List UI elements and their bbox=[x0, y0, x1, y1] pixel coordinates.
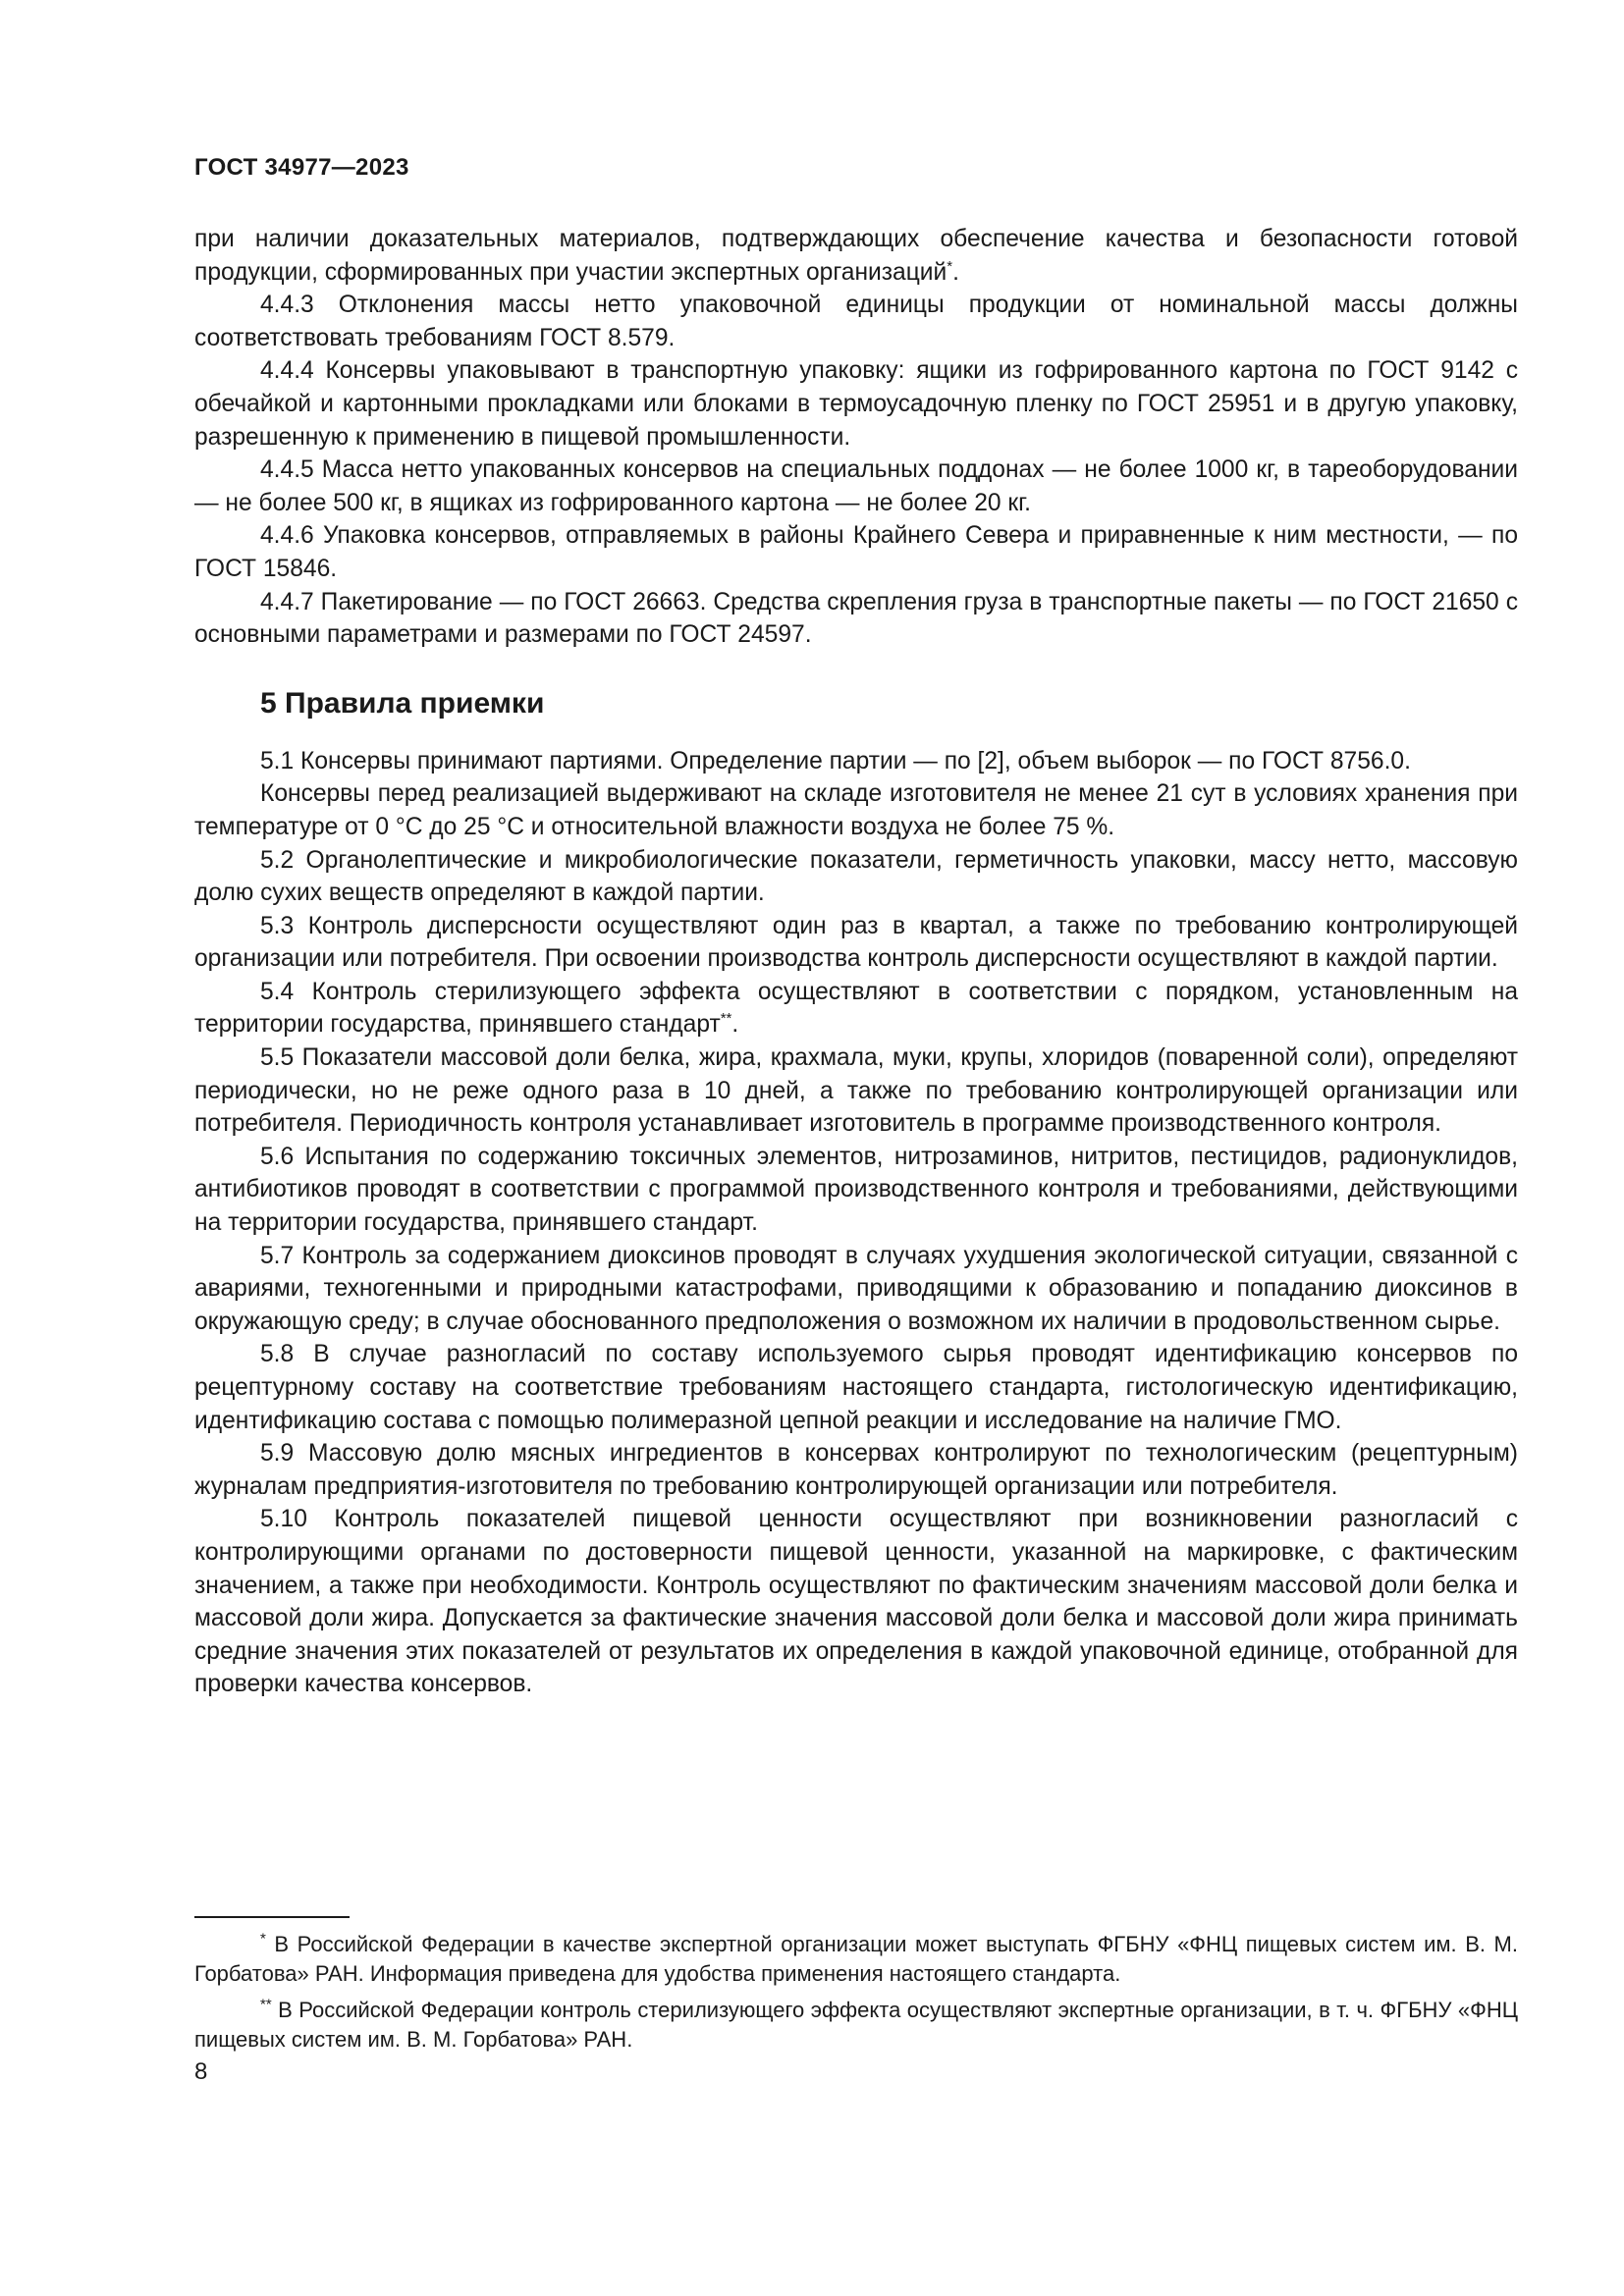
paragraph: 4.4.3 Отклонения массы нетто упаковочной единицы продукции от номинальной массы должны соответствовать требованиям ГОСТ 8.579. bbox=[194, 292, 1518, 351]
footnote-divider bbox=[194, 1916, 350, 1918]
paragraph: 5.10 Контроль показателей пищевой ценности осуществляют при возникновении разногласий с контролирующими органами по достоверности пищевой ценности, указанной на маркировке, с фактическим значением, а также при необходимости. Контроль осуществляют по фактическим значениям массовой доли белка и массовой доли жира. Допускается за фактические значения массовой доли белка и массовой доли жира принимать средние значения этих показателей от результатов их определения в каждой упаковочной единице, отобранной для проверки качества консервов. bbox=[194, 1506, 1518, 1698]
document-body bbox=[194, 223, 1518, 1701]
footnotes bbox=[194, 1930, 1518, 2061]
paragraph: 4.4.5 Масса нетто упакованных консервов на специальных поддонах — не более 1000 кг, в тареоборудовании — не более 500 кг, в ящиках из гофрированного картона — не более 20 кг. bbox=[194, 456, 1518, 516]
paragraph: 5.3 Контроль дисперсности осуществляют один раз в квартал, а также по требованию контролирующей организации или потребителя. При освоении производства контроль дисперсности осуществляют в каждой партии. bbox=[194, 912, 1518, 973]
footnote-mark: ** bbox=[260, 1996, 272, 2013]
paragraph: 4.4.4 Консервы упаковывают в транспортную упаковку: ящики из гофрированного картона по ГОСТ 9142 с обечайкой и картонными прокладками или блоками в термоусадочную пленку по ГОСТ 25951 и в другую упаковку, разрешенную к применению в пищевой промышленности. bbox=[194, 357, 1518, 451]
paragraph: 5.7 Контроль за содержанием диоксинов проводят в случаях ухудшения экологической ситуации, связанной с авариями, техногенными и природными катастрофами, приводящими к образованию и попаданию диоксинов в окружающую среду; в случае обоснованного предположения о возможном их наличии в продовольственном сырье. bbox=[194, 1242, 1518, 1335]
paragraph: 5.6 Испытания по содержанию токсичных элементов, нитрозаминов, нитритов, пестицидов, радионуклидов, антибиотиков проводят в соответствии с программой производственного контроля и требованиями, действующими на территории государства, принявшего стандарт. bbox=[194, 1143, 1518, 1237]
paragraph: при наличии доказательных материалов, подтверждающих обеспечение качества и безопасности готовой продукции, сформированных при участии экспертных организаций*. bbox=[194, 226, 1518, 286]
footnote: * В Российской Федерации в качестве экспертной организации может выступать ФГБНУ «ФНЦ пищевых систем им. В. М. Горбатова» РАН. Информация приведена для удобства применения настоящего стандарта. bbox=[194, 1930, 1518, 1986]
paragraph: 5.2 Органолептические и микробиологические показатели, герметичность упаковки, массу нетто, массовую долю сухих веществ определяют в каждой партии. bbox=[194, 846, 1518, 907]
paragraph: 4.4.7 Пакетирование — по ГОСТ 26663. Средства скрепления груза в транспортные пакеты — по ГОСТ 21650 с основными параметрами и размерами по ГОСТ 24597. bbox=[194, 588, 1518, 649]
page-number: 8 bbox=[194, 2058, 208, 2085]
document-header: ГОСТ 34977—2023 bbox=[194, 154, 409, 181]
paragraph: 4.4.6 Упаковка консервов, отправляемых в районы Крайнего Севера и приравненные к ним местности, — по ГОСТ 15846. bbox=[194, 522, 1518, 582]
paragraph: 5.1 Консервы принимают партиями. Определение партии — по [2], объем выборок — по ГОСТ 8756.0. bbox=[260, 747, 1411, 774]
footnote-mark: * bbox=[260, 1930, 266, 1948]
paragraph: 5.8 В случае разногласий по составу используемого сырья проводят идентификацию консервов по рецептурному составу на соответствие требованиям настоящего стандарта, гистологическую идентификацию, идентификацию состава с помощью полимеразной цепной реакции и исследование на наличие ГМО. bbox=[194, 1341, 1518, 1434]
paragraph: 5.5 Показатели массовой доли белка, жира, крахмала, муки, крупы, хлоридов (поваренной соли), определяют периодически, но не реже одного раза в 10 дней, а также по требованию контролирующей организации или потребителя. Периодичность контроля устанавливает изготовитель в программе производственного контроля. bbox=[194, 1044, 1518, 1138]
footnote: ** В Российской Федерации контроль стерилизующего эффекта осуществляют экспертные организации, в т. ч. ФГБНУ «ФНЦ пищевых систем им. В. М. Горбатова» РАН. bbox=[194, 1996, 1518, 2052]
footnote-ref[interactable]: * bbox=[947, 257, 953, 275]
footnote-ref[interactable]: ** bbox=[720, 1010, 732, 1028]
paragraph: 5.9 Массовую долю мясных ингредиентов в консервах контролируют по технологическим (рецептурным) журналам предприятия-изготовителя по требованию контролирующей организации или потребителя. bbox=[194, 1440, 1518, 1500]
section-title: 5 Правила приемки bbox=[260, 686, 545, 720]
paragraph: Консервы перед реализацией выдерживают на складе изготовителя не менее 21 сут в условиях хранения при температуре от 0 °С до 25 °С и относительной влажности воздуха не более 75 %. bbox=[194, 780, 1518, 840]
paragraph: 5.4 Контроль стерилизующего эффекта осуществляют в соответствии с порядком, установленным на территории государства, принявшего стандарт**. bbox=[194, 978, 1518, 1039]
